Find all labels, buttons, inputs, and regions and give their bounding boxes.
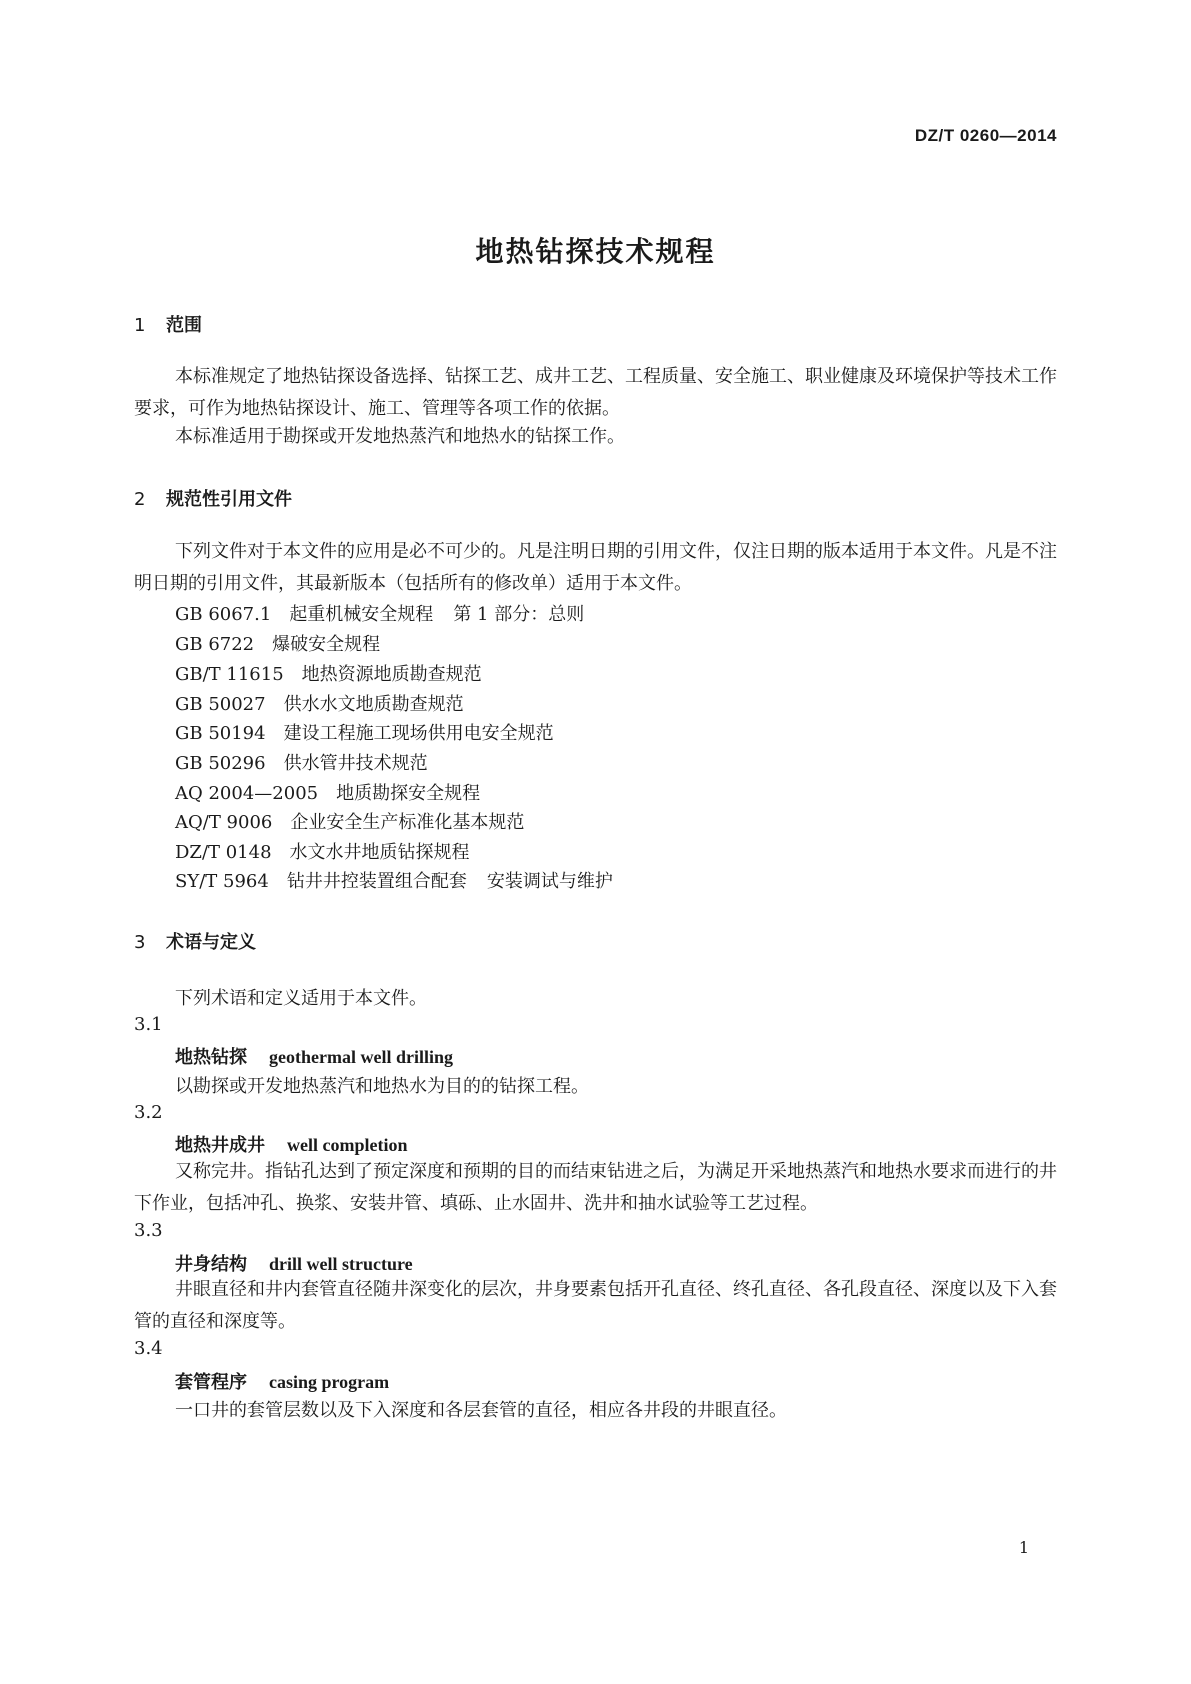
reference-code: GB 6067.1: [175, 604, 272, 625]
reference-item: [175, 867, 613, 893]
reference-title: 水文水井地质钻探规程: [289, 842, 470, 863]
reference-code: GB 6722: [175, 634, 255, 655]
page-number: 1: [1018, 1538, 1029, 1557]
reference-item: [175, 808, 524, 834]
section-1-heading: [134, 311, 202, 337]
term-zh: 套管程序: [175, 1372, 247, 1393]
term-number: 3.3: [134, 1220, 163, 1241]
reference-title: 建设工程施工现场供用电安全规范: [283, 723, 554, 744]
reference-title: 地质勘探安全规程: [336, 783, 481, 804]
standard-code: DZ/T 0260—2014: [914, 126, 1057, 145]
reference-code: DZ/T 0148: [175, 842, 272, 863]
reference-item: [175, 749, 428, 775]
section-title: 范围: [166, 315, 202, 336]
reference-code: GB 50027: [175, 694, 266, 715]
term-en: well completion: [287, 1135, 408, 1155]
term-heading: [175, 1043, 453, 1069]
reference-code: SY/T 5964: [175, 871, 269, 892]
document-title: 地热钻探技术规程: [475, 235, 716, 268]
section-2-heading: [134, 485, 292, 511]
scope-paragraph-1: 本标准规定了地热钻探设备选择、钻探工艺、成井工艺、工程质量、安全施工、职业健康及环境保护等技术工作要求，可作为地热钻探设计、施工、管理等各项工作的依据。: [134, 366, 1057, 419]
term-definition: 以勘探或开发地热蒸汽和地热水为目的的钻探工程。: [175, 1076, 589, 1097]
reference-item: [175, 690, 464, 716]
term-number: 3.2: [134, 1102, 163, 1123]
reference-part: 安装调试与维护: [486, 871, 613, 892]
term-zh: 地热井成井: [175, 1135, 265, 1156]
scope-paragraph-2: 本标准适用于勘探或开发地热蒸汽和地热水的钻探工作。: [175, 426, 625, 447]
reference-item: [175, 660, 482, 686]
section-3-heading: [134, 928, 256, 954]
reference-title: 企业安全生产标准化基本规范: [290, 812, 525, 833]
reference-title: 供水管井技术规范: [283, 753, 428, 774]
term-heading: [175, 1250, 413, 1276]
references-intro: 下列文件对于本文件的应用是必不可少的。凡是注明日期的引用文件，仅注日期的版本适用于本文件。凡是不注明日期的引用文件，其最新版本（包括所有的修改单）适用于本文件。: [134, 541, 1057, 594]
reference-title: 爆破安全规程: [272, 634, 381, 655]
section-number: 2: [134, 489, 146, 510]
reference-item: [175, 779, 480, 805]
term-heading: [175, 1131, 407, 1157]
reference-item: [175, 630, 380, 656]
term-definition: 又称完井。指钻孔达到了预定深度和预期的目的而结束钻进之后，为满足开采地热蒸汽和地热水要求而进行的井下作业，包括冲孔、换浆、安装井管、填砾、止水固井、洗井和抽水试验等工艺过程。: [134, 1161, 1057, 1214]
term-definition: 井眼直径和井内套管直径随井深变化的层次，井身要素包括开孔直径、终孔直径、各孔段直径、深度以及下入套管的直径和深度等。: [134, 1279, 1057, 1332]
term-number: 3.1: [134, 1014, 163, 1035]
reference-part: 第 1 部分：总则: [453, 604, 585, 625]
term-en: casing program: [269, 1372, 390, 1392]
section-number: 3: [134, 932, 146, 953]
reference-code: GB 50296: [175, 753, 266, 774]
term-definition: 一口井的套管层数以及下入深度和各层套管的直径，相应各井段的井眼直径。: [175, 1400, 787, 1421]
reference-title: 钻井井控装置组合配套: [286, 871, 467, 892]
section-title: 规范性引用文件: [166, 489, 292, 510]
reference-title: 起重机械安全规程: [289, 604, 434, 625]
terms-intro: 下列术语和定义适用于本文件。: [175, 988, 427, 1009]
reference-title: 供水水文地质勘查规范: [283, 694, 464, 715]
section-number: 1: [134, 315, 146, 336]
term-zh: 地热钻探: [175, 1047, 247, 1068]
reference-item: [175, 719, 554, 745]
reference-code: AQ/T 9006: [175, 812, 273, 833]
term-en: drill well structure: [269, 1254, 413, 1274]
reference-code: GB/T 11615: [175, 664, 284, 685]
reference-item: [175, 600, 584, 626]
reference-item: [175, 838, 470, 864]
term-en: geothermal well drilling: [269, 1047, 453, 1067]
reference-code: AQ 2004—2005: [175, 783, 319, 804]
term-number: 3.4: [134, 1338, 163, 1359]
term-zh: 井身结构: [175, 1254, 247, 1275]
reference-title: 地热资源地质勘查规范: [301, 664, 482, 685]
term-heading: [175, 1368, 389, 1394]
reference-code: GB 50194: [175, 723, 266, 744]
section-title: 术语与定义: [166, 932, 256, 953]
